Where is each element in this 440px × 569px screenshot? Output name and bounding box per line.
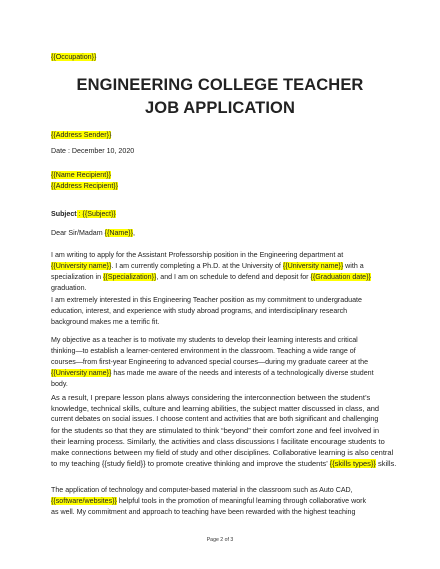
p1-university-2: {{University name}} bbox=[282, 262, 344, 270]
p1-line-2 bbox=[51, 261, 396, 272]
paragraph-4 bbox=[51, 392, 396, 469]
p1-specialization: {{Specialization}} bbox=[103, 273, 157, 281]
p4-line-1: As a result, I prepare lesson plans always considering the interconnection between the student’s bbox=[51, 393, 371, 402]
p5-software: {{software/websites}} bbox=[51, 497, 117, 505]
p1-text: with a bbox=[343, 262, 364, 270]
p1-graduation-date: {{Graduation date}} bbox=[310, 273, 371, 281]
p1-text: specialization in bbox=[51, 273, 104, 281]
salutation-text: Dear Sir/Madam bbox=[51, 229, 105, 237]
paragraph-2 bbox=[51, 295, 396, 328]
page-number: Page 2 of 3 bbox=[206, 537, 234, 543]
title-line-1: ENGINEERING COLLEGE TEACHER bbox=[76, 76, 364, 94]
title-line-2: JOB APPLICATION bbox=[144, 99, 295, 117]
p4-line-5: their learning process. Similarly, the activities and class discussions I facilitate encourage students to bbox=[51, 437, 385, 446]
p2-line-2: education, interest, and experience with study abroad programs, and interdisciplinary research bbox=[51, 307, 348, 315]
p4-text: skills. bbox=[375, 459, 397, 468]
p3-line-1: My objective as a teacher is to motivate my students to develop their learning interests and critical bbox=[51, 336, 358, 344]
subject-label: Subject bbox=[51, 210, 77, 218]
p5-text: helpful tools in the promotion of meaningful learning through collaborative work bbox=[116, 497, 367, 505]
p5-line-2 bbox=[51, 496, 396, 507]
p4-line-4: for the students so that they are stimulated to think “beyond” their comfort zone and feel involved in bbox=[51, 426, 380, 435]
p1-text: . I am currently completing a Ph.D. at the University of bbox=[111, 262, 283, 270]
p1-line-4: graduation. bbox=[51, 284, 87, 292]
paragraph-5 bbox=[51, 485, 396, 518]
p2-line-1: I am extremely interested in this Engineering Teacher position as my commitment to undergraduate bbox=[51, 296, 362, 304]
sender-block bbox=[51, 130, 396, 157]
p3-text: has made me aware of the needs and interests of a technologically diverse student bbox=[111, 369, 374, 377]
recipient-name: {{Name Recipient}} bbox=[51, 171, 111, 179]
p4-text: to my teaching {{study field}} to promote creative thinking and improve the students’ bbox=[51, 459, 330, 468]
p3-line-5: body. bbox=[51, 380, 68, 388]
recipient-block bbox=[51, 170, 396, 192]
p3-line-4 bbox=[51, 368, 396, 379]
salutation bbox=[51, 228, 396, 239]
date-value: December 10, 2020 bbox=[71, 147, 135, 155]
p5-line-1: The application of technology and computer-based material in the classroom such as Auto CAD, bbox=[51, 486, 353, 494]
p4-skills-types: {{skills types}} bbox=[329, 459, 376, 468]
p2-line-3: background makes me a terrific fit. bbox=[51, 318, 160, 326]
salutation-comma: , bbox=[133, 229, 136, 237]
p3-line-2: thinking—to establish a learner-centered environment in the classroom. Teaching a wide range of bbox=[51, 347, 356, 355]
p4-line-2: knowledge, technical skills, culture and learning abilities, the subject matter discussed in class, and bbox=[51, 404, 380, 413]
occupation-placeholder bbox=[51, 52, 96, 63]
occupation-highlight: {{Occupation}} bbox=[51, 53, 97, 61]
recipient-address: {{Address Recipient}} bbox=[51, 182, 119, 190]
paragraph-3 bbox=[51, 335, 396, 390]
p1-line-1: I am writing to apply for the Assistant Professorship position in the Engineering department at bbox=[51, 251, 344, 259]
p4-line-3: current debates on social issues. I choose content and activities that are both significant and challenging bbox=[51, 415, 379, 423]
p3-university: {{University name}} bbox=[51, 369, 112, 377]
salutation-name: {{Name}} bbox=[104, 229, 134, 237]
p3-line-3: courses—from first-year Engineering to advanced special courses—during my graduate career at the bbox=[51, 358, 369, 366]
p4-line-7 bbox=[51, 458, 396, 469]
paragraph-1 bbox=[51, 250, 396, 294]
sender-address: {{Address Sender}} bbox=[51, 131, 112, 139]
p4-line-6: make connections between my field of study and other disciplines. Collaborative learning is also central bbox=[51, 448, 394, 457]
date-label: Date : bbox=[51, 147, 72, 155]
subject-sep: : bbox=[76, 210, 83, 218]
subject-line bbox=[51, 209, 396, 220]
document-title bbox=[0, 74, 440, 120]
p1-university-1: {{University name}} bbox=[51, 262, 112, 270]
p1-text: , and I am on schedule to defend and deposit for bbox=[156, 273, 311, 281]
subject-value: {{Subject}} bbox=[82, 210, 116, 218]
p5-line-3: as well. My commitment and approach to teaching have been rewarded with the highest teaching bbox=[51, 508, 356, 516]
p1-line-3 bbox=[51, 272, 396, 283]
